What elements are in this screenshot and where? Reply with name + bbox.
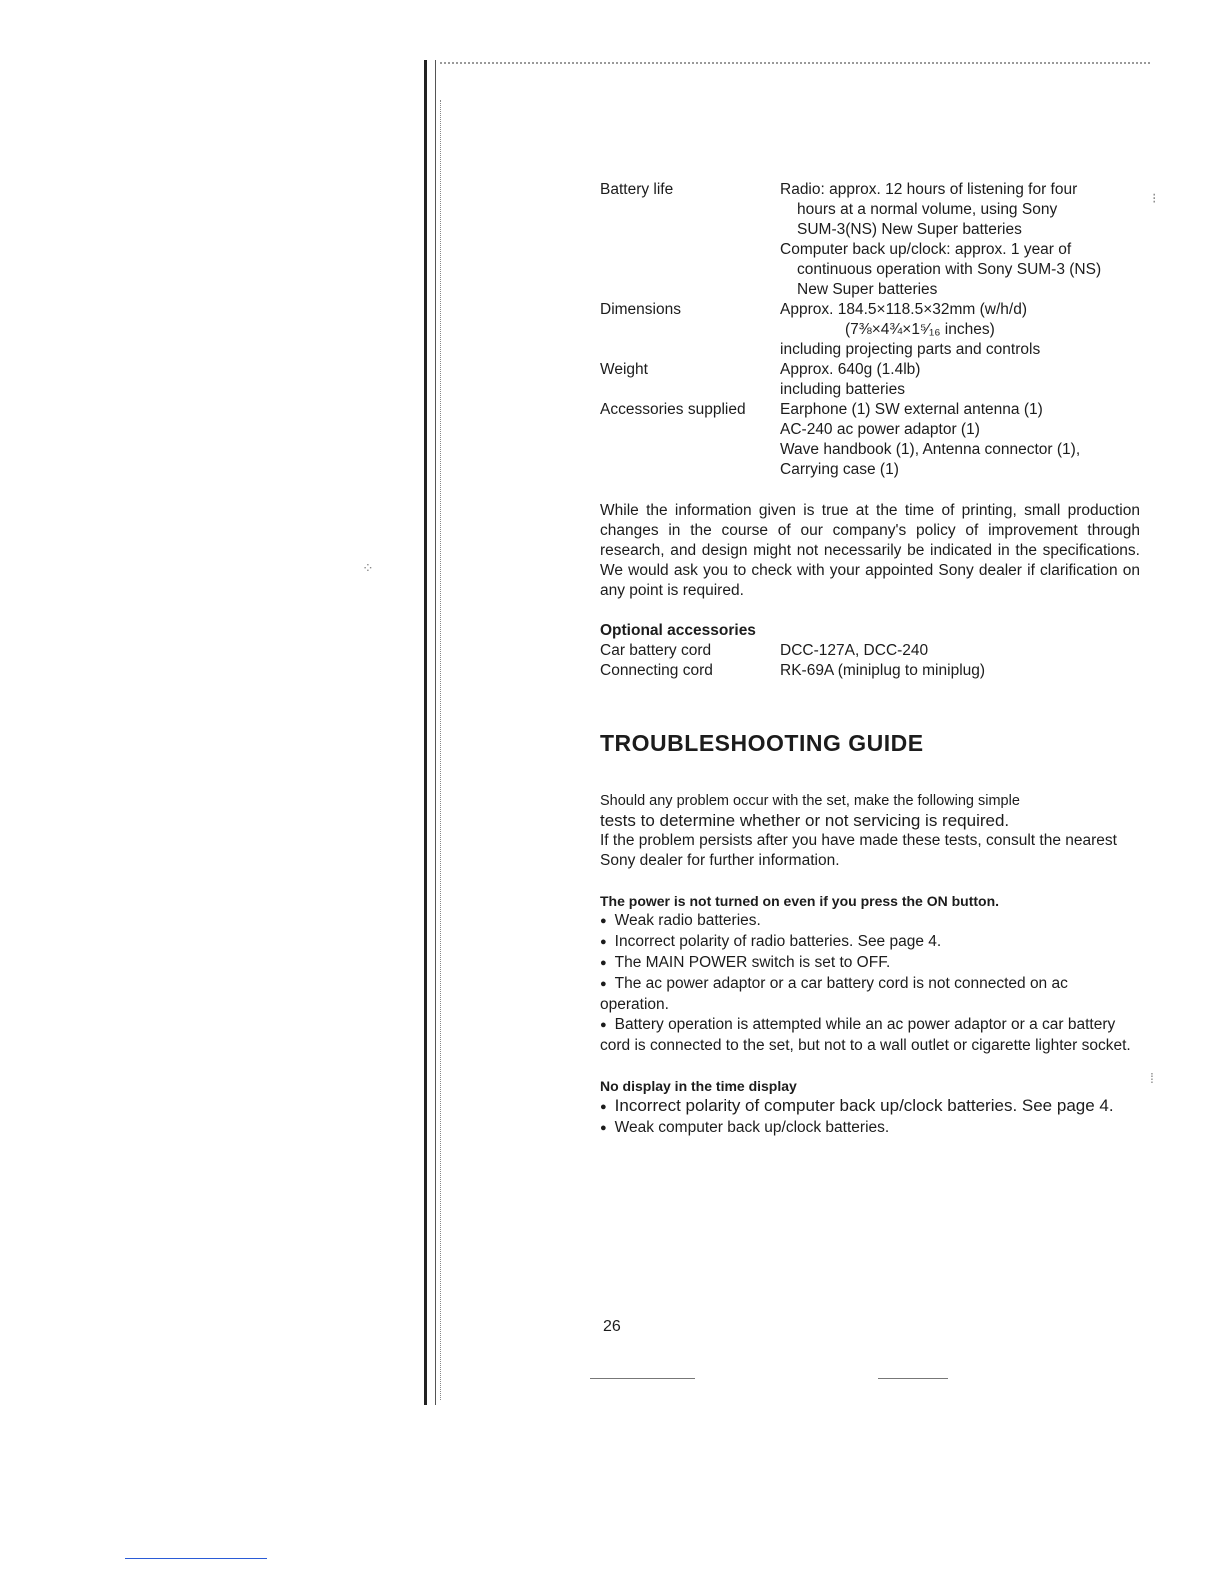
binding-shadow (440, 100, 441, 1400)
optional-value: RK-69A (miniplug to miniplug) (780, 662, 986, 679)
scan-speck: ⁞ (1150, 1070, 1154, 1086)
intro-line: If the problem persists after you have made these tests, consult the nearest Sony dealer for further information. (600, 832, 1117, 869)
spec-values (780, 300, 1140, 360)
trouble-section (600, 1076, 1140, 1139)
optional-row (600, 661, 1140, 681)
spec-line: Earphone (1) SW external antenna (1) (780, 401, 1043, 418)
troubleshooting-intro (600, 791, 1140, 871)
scan-speck: ⁝ (1152, 190, 1157, 206)
spec-values (780, 180, 1140, 300)
spec-label: Dimensions (600, 301, 681, 318)
spec-line: including projecting parts and controls (780, 341, 1041, 358)
spec-values (780, 360, 1140, 400)
scan-bottom-edge-left (590, 1378, 695, 1379)
trouble-bullet: ● Incorrect polarity of radio batteries. See page 4. (600, 932, 1140, 953)
optional-heading: Optional accessories (600, 622, 756, 639)
spec-values (780, 400, 1140, 480)
optional-label: Connecting cord (600, 662, 713, 679)
optional-row (600, 641, 1140, 661)
spec-line: continuous operation with Sony SUM-3 (NS) (797, 261, 1102, 278)
trouble-heading: No display in the time display (600, 1078, 797, 1094)
spec-row (600, 180, 1140, 300)
scan-footer-line (125, 1558, 267, 1559)
spec-line: Approx. 184.5×118.5×32mm (w/h/d) (780, 301, 1027, 318)
spec-row (600, 400, 1140, 480)
trouble-section (600, 891, 1140, 1056)
specifications (600, 180, 1140, 480)
trouble-bullet: ● Battery operation is attempted while an ac power adaptor or a car battery cord is connected to the set, but not to a wall outlet or cigarette lighter socket. (600, 1015, 1140, 1056)
spec-row (600, 360, 1140, 400)
page-number: 26 (603, 1318, 621, 1335)
trouble-bullet: ● The ac power adaptor or a car battery cord is not connected on ac operation. (600, 974, 1140, 1015)
trouble-bullet: ● Incorrect polarity of computer back up/clock batteries. See page 4. (600, 1096, 1140, 1118)
spec-line: Wave handbook (1), Antenna connector (1), (780, 441, 1081, 458)
optional-accessories (600, 621, 1140, 681)
intro-line: tests to determine whether or not servicing is required. (600, 811, 1010, 830)
scan-top-edge (440, 62, 1150, 64)
binding-edge (424, 60, 436, 1405)
spec-line: hours at a normal volume, using Sony (797, 201, 1058, 218)
spec-line: New Super batteries (797, 281, 938, 298)
trouble-bullet: ● The MAIN POWER switch is set to OFF. (600, 953, 1140, 974)
optional-value: DCC-127A, DCC-240 (780, 642, 929, 659)
spec-line: Carrying case (1) (780, 461, 899, 478)
spec-line: Computer back up/clock: approx. 1 year of (780, 241, 1072, 258)
spec-line: including batteries (780, 381, 905, 398)
trouble-heading: The power is not turned on even if you press the ON button. (600, 893, 1000, 909)
spec-line: AC-240 ac power adaptor (1) (780, 421, 980, 438)
spec-line: SUM-3(NS) New Super batteries (797, 221, 1022, 238)
spec-row (600, 300, 1140, 360)
page-content (600, 180, 1140, 1139)
intro-line: Should any problem occur with the set, make the following simple (600, 793, 1020, 809)
spec-label: Accessories supplied (600, 401, 746, 418)
optional-label: Car battery cord (600, 642, 712, 659)
spec-line: Radio: approx. 12 hours of listening for four (780, 181, 1078, 198)
spec-label: Weight (600, 361, 648, 378)
trouble-bullet: ● Weak computer back up/clock batteries. (600, 1118, 1140, 1139)
spec-label: Battery life (600, 181, 674, 198)
scan-speck: ⁘ (362, 560, 374, 576)
section-title: TROUBLESHOOTING GUIDE (600, 730, 924, 756)
trouble-bullet: ● Weak radio batteries. (600, 911, 1140, 932)
spec-line: Approx. 640g (1.4lb) (780, 361, 921, 378)
scan-bottom-edge-right (878, 1378, 948, 1379)
spec-line: (7⅜×4¾×1⁵⁄₁₆ inches) (845, 321, 995, 338)
disclaimer-paragraph: While the information given is true at the time of printing, small production changes in the course of our company's policy of improvement through research, and design might not necessarily be indicated in the specifications. We would ask you to check with your appointed Sony dealer if clarification on any point is required. (600, 502, 1140, 599)
